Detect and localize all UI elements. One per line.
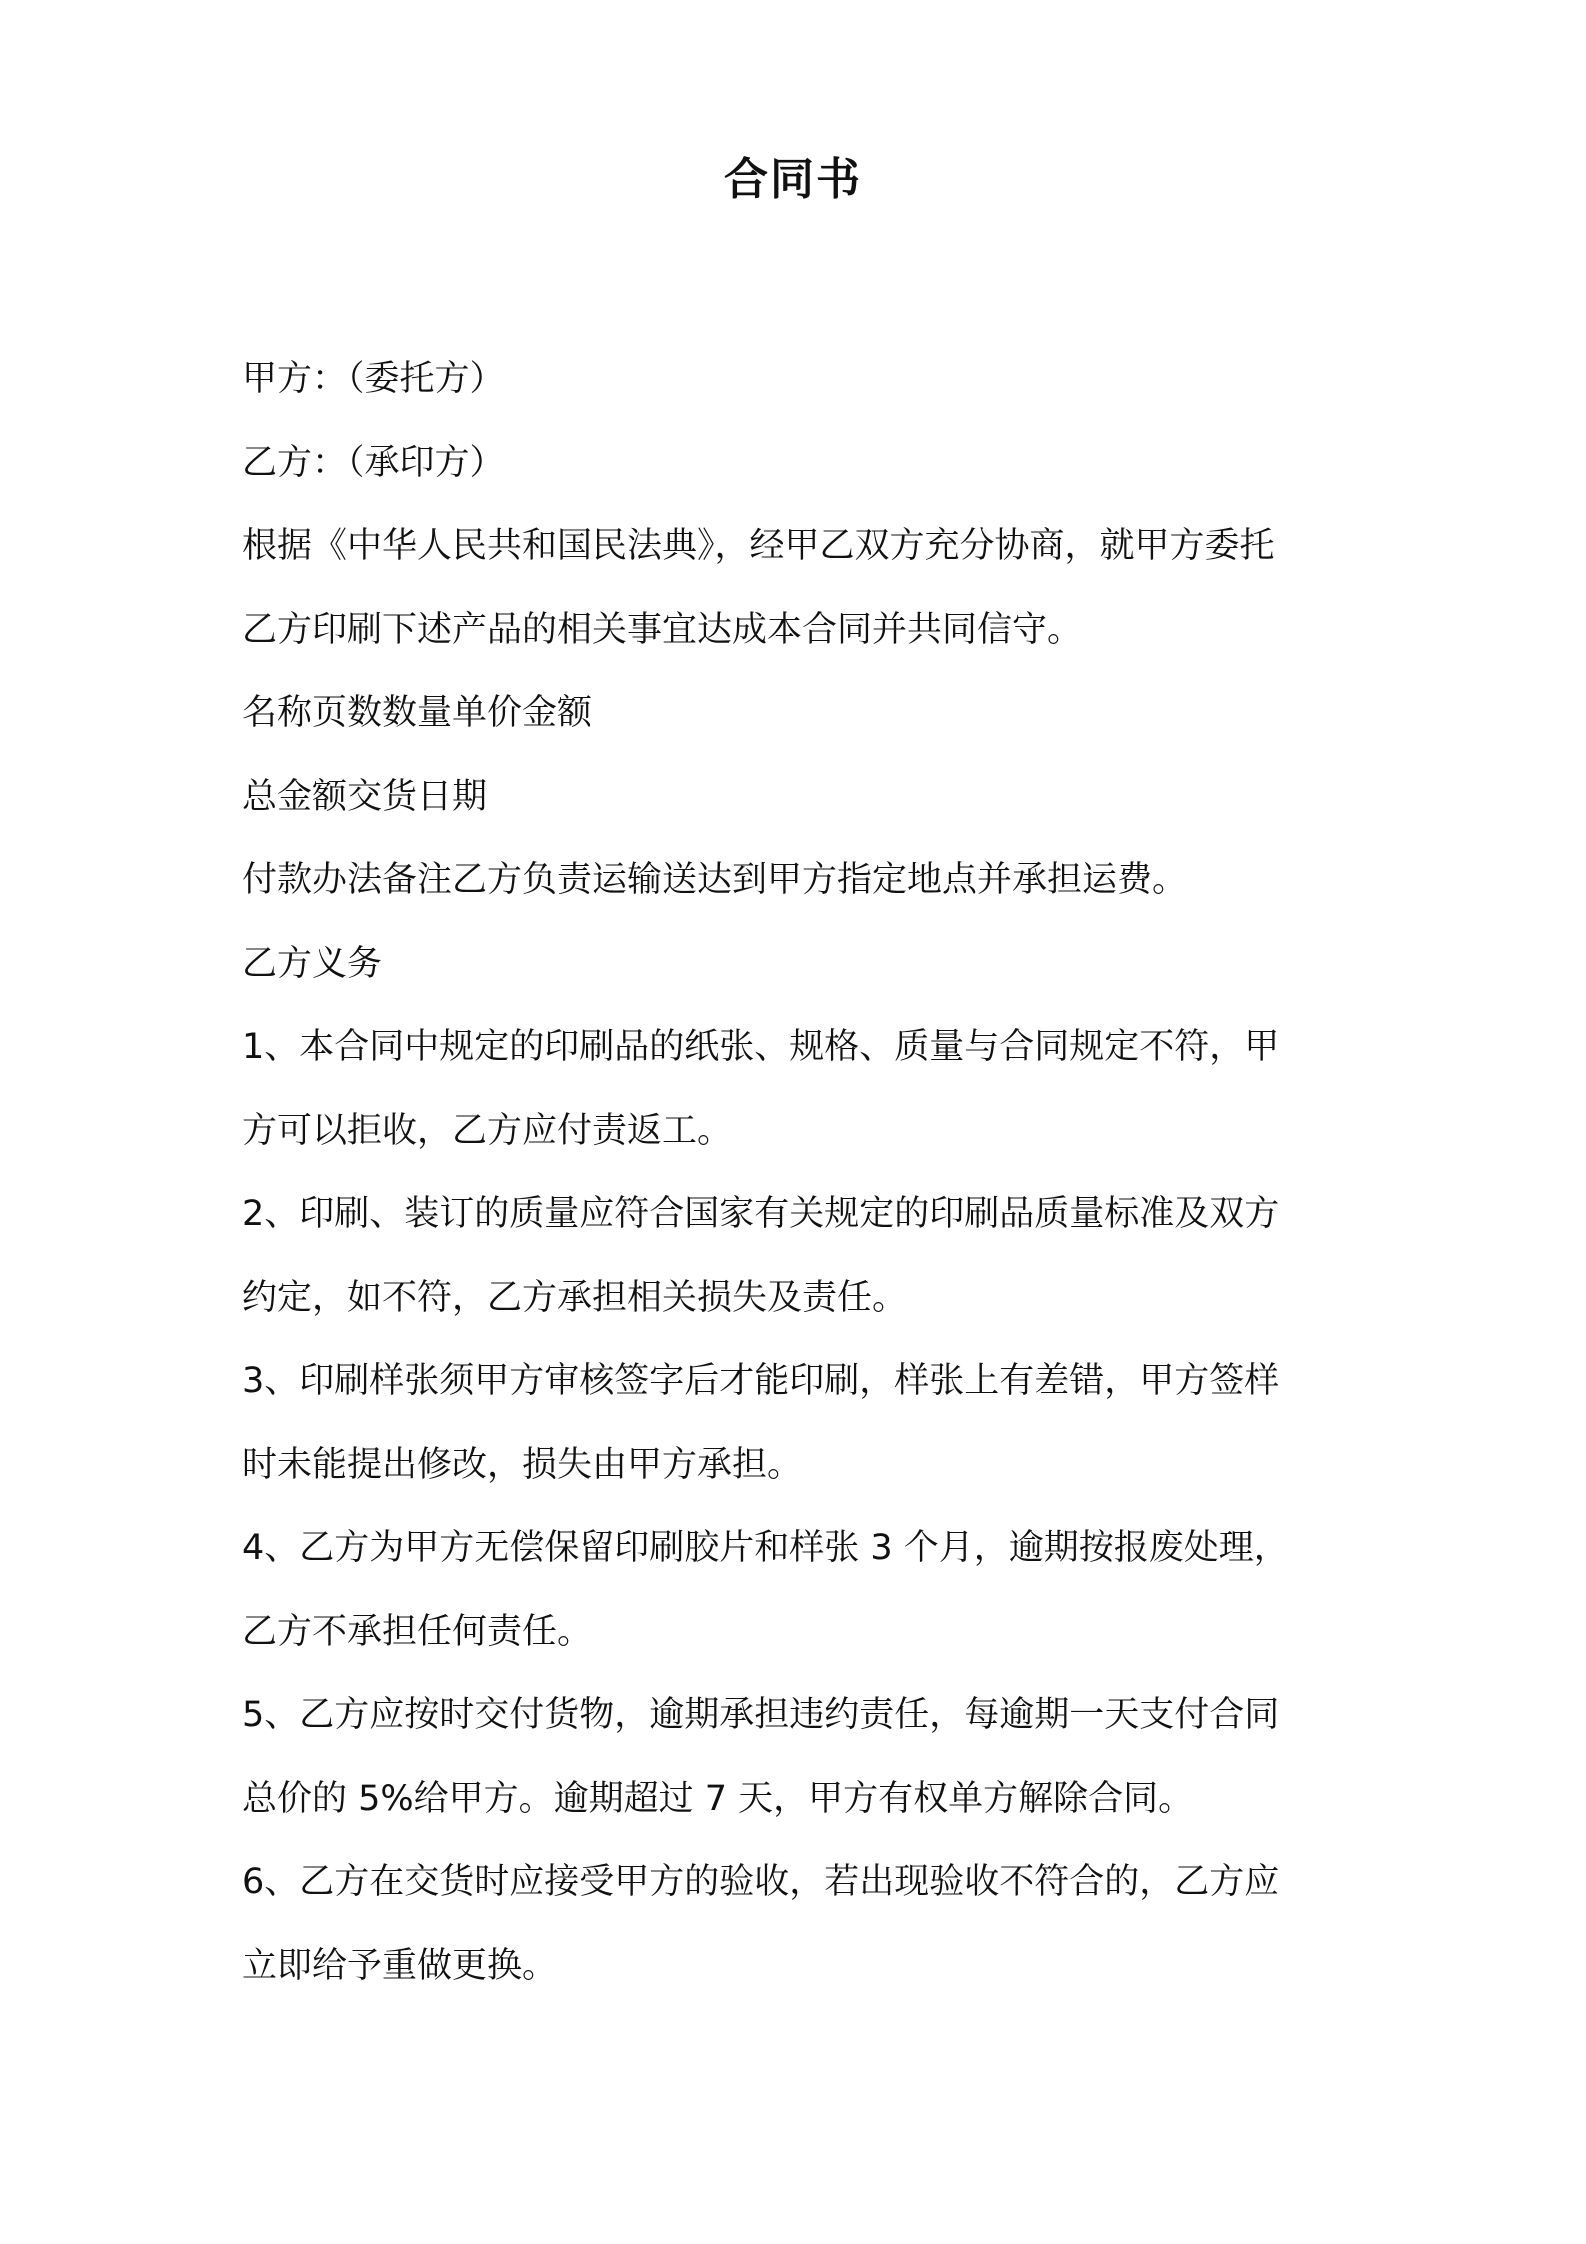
clause-1-line-1: 1、本合同中规定的印刷品的纸张、规格、质量与合同规定不符，甲: [242, 1027, 1280, 1067]
payment-remarks-line: 付款办法备注乙方负责运输送达到甲方指定地点并承担运费。: [242, 860, 1188, 900]
preamble-line-1: 根据《中华人民共和国民法典》，经甲乙双方充分协商，就甲方委托: [242, 526, 1275, 566]
clause-6-line-1: 6、乙方在交货时应接受甲方的验收，若出现验收不符合的，乙方应: [242, 1862, 1280, 1902]
clause-3-line-2: 时未能提出修改，损失由甲方承担。: [242, 1444, 803, 1485]
party-a-line: 甲方：（委托方）: [242, 359, 505, 399]
party-b-line: 乙方：（承印方）: [242, 442, 505, 483]
clause-5-line-1: 5、乙方应按时交付货物，逾期承担违约责任，每逾期一天支付合同: [242, 1695, 1280, 1735]
document-body: [242, 338, 1362, 2008]
document-title: 合同书: [724, 154, 862, 205]
clause-4-line-1: 4、乙方为甲方无偿保留印刷胶片和样张 3 个月，逾期按报废处理，: [242, 1528, 1289, 1568]
clause-2-line-2: 约定，如不符，乙方承担相关损失及责任。: [242, 1277, 908, 1318]
clause-5-line-2: 总价的 5%给甲方。逾期超过 7 天，甲方有权单方解除合同。: [242, 1778, 1194, 1819]
total-delivery-line: 总金额交货日期: [242, 776, 488, 817]
clause-4-line-2: 乙方不承担任何责任。: [242, 1611, 593, 1652]
clause-1-line-2: 方可以拒收，乙方应付责返工。: [242, 1110, 733, 1151]
clause-2-line-1: 2、印刷、装订的质量应符合国家有关规定的印刷品质量标准及双方: [242, 1194, 1280, 1234]
party-b-obligations-heading: 乙方义务: [242, 943, 383, 984]
preamble-line-2: 乙方印刷下述产品的相关事宜达成本合同并共同信守。: [242, 609, 1083, 650]
clause-6-line-2: 立即给予重做更换。: [242, 1945, 558, 1986]
clause-3-line-1: 3、印刷样张须甲方审核签字后才能印刷，样张上有差错，甲方签样: [242, 1361, 1280, 1401]
product-fields-line: 名称页数数量单价金额: [242, 693, 593, 733]
